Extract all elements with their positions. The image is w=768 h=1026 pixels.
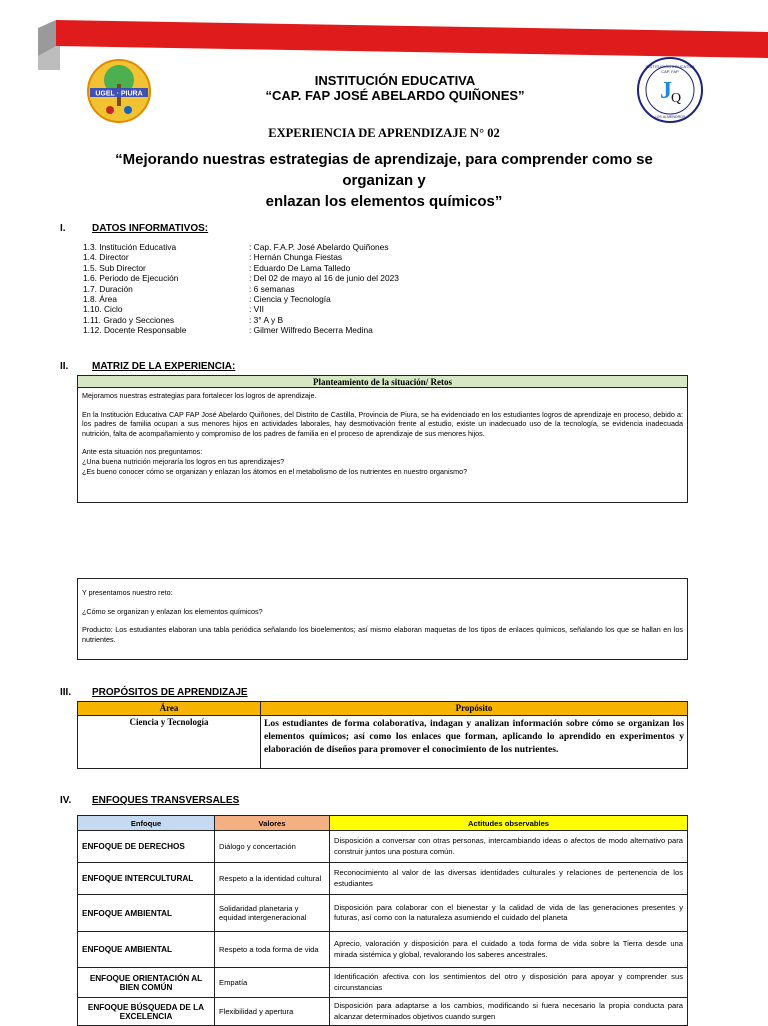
info-value: : Eduardo De Lama Talledo [249,262,351,273]
svg-text:INSTITUCIÓN EDUCATIVA: INSTITUCIÓN EDUCATIVA [645,64,695,69]
approach-name-cell: ENFOQUE BÚSQUEDA DE LA EXCELENCIA [78,998,215,1026]
section2-number: II. [60,361,69,372]
approaches-col-actitudes: Actitudes observables [330,816,688,831]
purposes-area-cell: Ciencia y Tecnología [78,716,261,769]
table-row [78,932,688,968]
purposes-col-area: Área [78,702,261,716]
purposes-purpose-cell: Los estudiantes de forma colaborativa, indagan y analizan información sobre cómo se organizan los elementos químicos; así como los enlaces que forman, aplicando lo aprendido en experimentos y elaboración de diseños para promover el conocimiento de los nutrientes. [261,716,688,769]
challenge-question: ¿Cómo se organizan y enlazan los elementos químicos? [82,606,263,616]
situation-para2: En la Institución Educativa CAP FAP José Abelardo Quiñones, del Distrito de Castilla, Provincia de Piura, se ha evidenciado en los estudiantes logros de aprendizaje en proceso, debido a: los padres de familia ocupan a sus menores hijos en actividades laborales, hay desmotivación frente al estudio, existe un inadecuado uso de la tecnología, se evidencia inadecuada nutrición, falta de acompañamiento y compromiso de los padres de familia en el proceso de aprendizaje de sus menores hijos. [82,409,683,438]
approach-attitude-cell: Aprecio, valoración y disposición para el cuidado a toda forma de vida sobre la Tierra desde una mirada sistémica y global, revalorando los saberes ancestrales. [330,932,688,968]
challenge-intro: Y presentamos nuestro reto: [82,588,173,597]
situation-box [77,387,688,503]
info-value: : 6 semanas [249,283,295,294]
svg-text:Q: Q [670,91,682,106]
info-value: : Gilmer Wilfredo Becerra Medina [249,325,373,336]
approaches-col-enfoque: Enfoque [78,816,215,831]
challenge-product: Producto: Los estudiantes elaboran una tabla periódica señalando los bioelementos; así mismo elaboran maquetas de los tipos de enlaces químicos, señalando los que se hallan en los nutrientes. [82,625,683,644]
info-label: 1.3. Institución Educativa [83,242,177,252]
approaches-col-valores: Valores [215,816,330,831]
approach-value-cell: Flexibilidad y apertura [215,998,330,1026]
approach-value-cell: Empatía [215,968,330,998]
info-label: 1.4. Director [83,252,129,263]
info-value: : Cap. F.A.P. José Abelardo Quiñones [249,242,389,252]
info-label: 1.7. Duración [83,283,133,294]
approach-value-cell: Diálogo y concertación [215,831,330,863]
section3-number: III. [60,687,72,698]
section3-title: PROPÓSITOS DE APRENDIZAJE [92,687,248,698]
approaches-header-row [78,816,688,831]
info-value: : Ciencia y Tecnología [249,294,331,304]
approach-attitude-cell: Identificación afectiva con los sentimientos del otro y disposición para apoyar y comprender sus circunstancias [330,968,688,998]
info-label: 1.6. Periodo de Ejecución [83,273,179,284]
table-row [78,895,688,932]
approach-value-cell: Solidaridad planetaria y equidad intergeneracional [215,895,330,932]
info-value: : VII [249,304,264,315]
situation-para1: Mejoramos nuestras estrategias para fortalecer los logros de aprendizaje. [82,391,317,400]
situation-question2: ¿Es bueno conocer cómo se organizan y enlazan los átomos en el metabolismo de los nutrientes en nuestro organismo? [82,466,468,476]
section2-title: MATRIZ DE LA EXPERIENCIA: [92,361,236,372]
section4-number: IV. [60,795,72,806]
section1-number: I. [60,223,66,234]
table-row [78,968,688,998]
svg-text:J: J [660,78,672,104]
purposes-col-purpose: Propósito [261,702,688,716]
info-label: 1.8. Área [83,294,117,304]
purposes-header-row [78,702,688,716]
approach-attitude-cell: Disposición para adaptarse a los cambios, modificando si fuera necesario la propia conducta para alcanzar determinados objetivos cuando surgen [330,998,688,1026]
info-value: : Del 02 de mayo al 16 de junio del 2023 [249,273,399,284]
section1-title: DATOS INFORMATIVOS: [92,223,209,234]
situation-question-intro: Ante esta situación nos preguntamos: [82,447,203,457]
table-row [78,831,688,863]
approach-name-cell: ENFOQUE ORIENTACIÓN AL BIEN COMÚN [78,968,215,998]
svg-text:LOS ALMENDROS: LOS ALMENDROS [654,115,686,119]
challenge-box [77,578,688,660]
transversal-approaches-table [77,815,688,1026]
table-row [78,863,688,895]
info-value: : 3° A y B [249,314,284,325]
info-label: 1.5. Sub Director [83,262,146,273]
main-title [80,149,688,212]
approach-value-cell: Respeto a la identidad cultural [215,863,330,895]
approach-name-cell: ENFOQUE DE DERECHOS [78,831,215,863]
svg-text:UGEL · PIURA: UGEL · PIURA [95,90,143,98]
info-label: 1.12. Docente Responsable [83,325,187,336]
info-value: : Hernán Chunga Fiestas [249,252,343,263]
situation-question1: ¿Una buena nutrición mejoraría los logros en tus aprendizajes? [82,456,285,466]
approach-name-cell: ENFOQUE INTERCULTURAL [78,863,215,895]
institution-line2: “CAP. FAP JOSÉ ABELARDO QUIÑONES” [265,88,525,103]
table-row [78,716,688,769]
experience-label: EXPERIENCIA DE APRENDIZAJE N° 02 [268,126,500,140]
approach-value-cell: Respeto a toda forma de vida [215,932,330,968]
situation-box-header: Planteamiento de la situación/ Retos [77,375,688,388]
school-seal-logo [636,56,704,124]
main-title-line2: enlazan los elementos químicos” [265,193,503,210]
institution-line1: INSTITUCIÓN EDUCATIVA [314,73,476,88]
approaches-body [78,831,688,1026]
approach-attitude-cell: Disposición a conversar con otras personas, intercambiando ideas o afectos de modo alternativo para construir juntos una postura común. [330,831,688,863]
info-label: 1.10. Ciclo [83,304,123,315]
svg-text:CAP. FAP: CAP. FAP [661,69,679,74]
section4-title: ENFOQUES TRANSVERSALES [92,795,240,806]
table-row [78,998,688,1026]
approach-attitude-cell: Disposición para colaborar con el bienestar y la calidad de vida de las generaciones presentes y futuras, así como con la naturaleza asumiendo el cuidado del planeta [330,895,688,932]
approach-name-cell: ENFOQUE AMBIENTAL [78,895,215,932]
info-label: 1.11. Grado y Secciones [83,314,175,325]
ugel-logo [86,58,152,124]
main-title-line1: “Mejorando nuestras estrategias de aprendizaje, para comprender como se organizan y [115,151,653,189]
approach-name-cell: ENFOQUE AMBIENTAL [78,932,215,968]
purposes-table [77,701,688,769]
approach-attitude-cell: Reconocimiento al valor de las diversas identidades culturales y relaciones de pertenencia de los estudiantes [330,863,688,895]
